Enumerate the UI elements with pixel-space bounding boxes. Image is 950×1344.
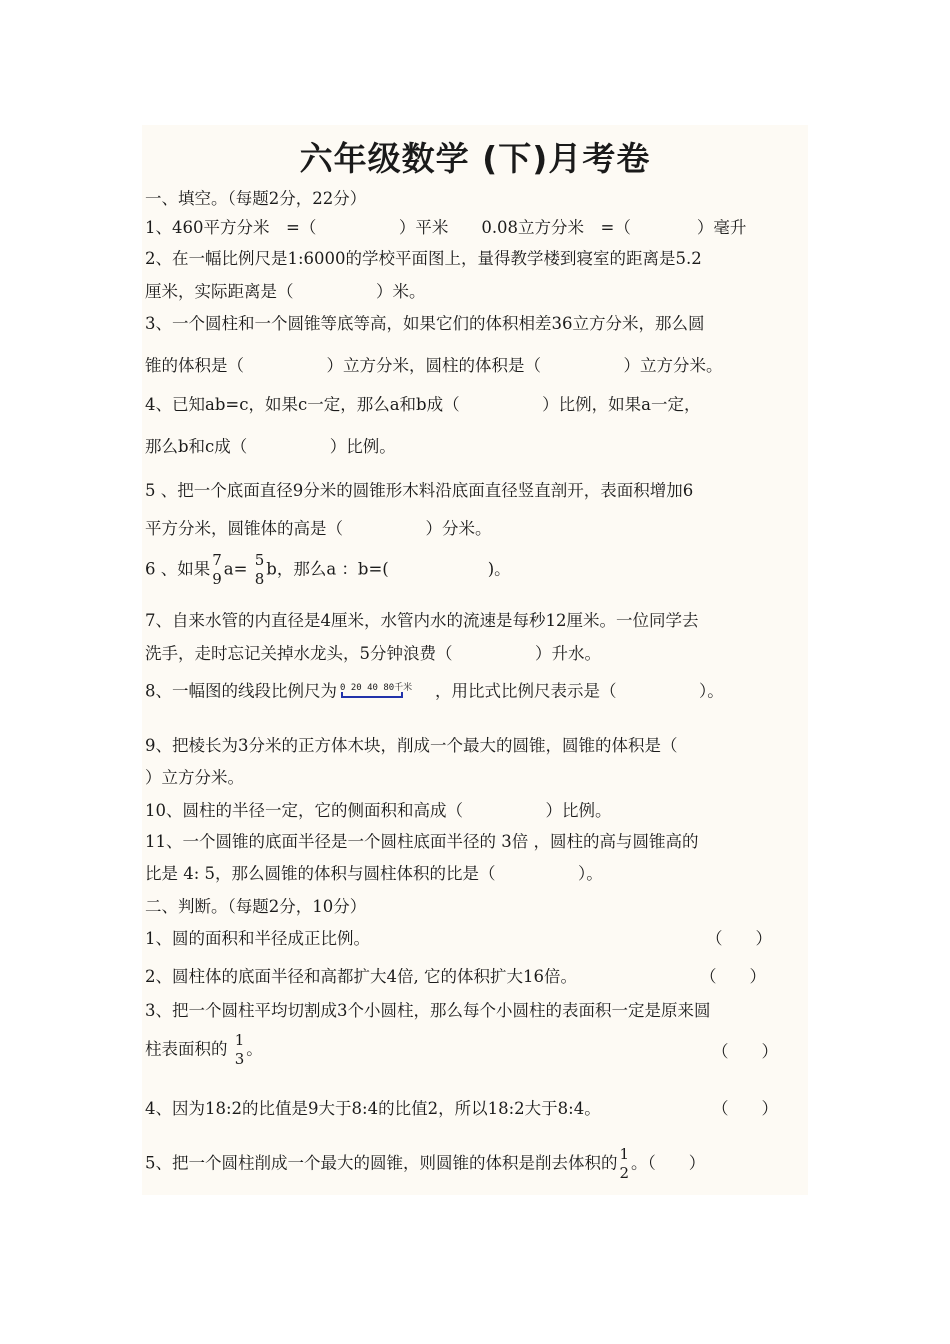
question-1: 1、460平方分米 =（ ）平米 0.08立方分米 =（ ）毫升 <box>145 218 747 237</box>
judge-3-line-1: 3、把一个圆柱平均切割成3个小圆柱，那么每个小圆柱的表面积一定是原来圆 <box>145 1001 711 1020</box>
fraction-denominator: 3 <box>234 1050 245 1068</box>
question-5-line-2: 平方分米，圆锥体的高是（ ）分米。 <box>145 519 492 538</box>
fraction-numerator: 1 <box>234 1031 245 1049</box>
j3-suffix: 。 <box>246 1039 263 1059</box>
section-1-header: 一、填空。（每题2分，22分） <box>145 189 367 208</box>
question-5-line-1: 5 、把一个底面直径9分米的圆锥形木料沿底面直径竖直剖开，表面积增加6 <box>145 481 694 500</box>
judge-1: 1、圆的面积和半径成正比例。 <box>145 929 370 948</box>
q8-prefix: 8、一幅图的线段比例尺为 <box>145 681 337 701</box>
scale-bar <box>341 692 403 698</box>
fraction-1-2 <box>620 1145 630 1183</box>
judge-1-answer-paren: （ ） <box>706 929 772 948</box>
question-4-line-1: 4、已知ab=c，如果c一定，那么a和b成（ ）比例，如果a一定， <box>145 395 701 414</box>
question-8 <box>145 680 724 704</box>
judge-5 <box>145 1145 705 1183</box>
q8-suffix: ，用比式比例尺表示是（ ）。 <box>435 681 724 701</box>
fraction-7-9 <box>212 551 222 589</box>
judge-4: 4、因为18:2的比值是9大于8:4的比值2，所以18:2大于8:4。 <box>145 1099 601 1118</box>
q6-prefix: 6 、如果 <box>145 559 211 579</box>
question-11-line-1: 11、一个圆锥的底面半径是一个圆柱底面半径的 3倍 ，圆柱的高与圆锥高的 <box>145 832 699 851</box>
question-11-line-2: 比是 4: 5，那么圆锥的体积与圆柱体积的比是（ ）。 <box>145 864 603 883</box>
question-4-line-2: 那么b和c成（ ）比例。 <box>145 437 396 456</box>
section-2-header: 二、判断。（每题2分，10分） <box>145 897 367 916</box>
question-2-line-2: 厘米，实际距离是（ ）米。 <box>145 282 426 301</box>
question-6 <box>145 551 511 589</box>
j3-prefix: 柱表面积的 <box>145 1039 228 1059</box>
j5-prefix: 5、把一个圆柱削成一个最大的圆锥，则圆锥的体积是削去体积的 <box>145 1153 618 1173</box>
fraction-1-3 <box>235 1031 245 1069</box>
q6-middle: a= <box>223 559 253 579</box>
question-9-line-1: 9、把棱长为3分米的正方体木块，削成一个最大的圆锥，圆锥的体积是（ <box>145 736 678 755</box>
fraction-numerator: 7 <box>212 551 222 569</box>
fraction-numerator: 5 <box>254 551 265 569</box>
j5-suffix: 。（ ） <box>631 1153 706 1173</box>
question-7-line-2: 洗手，走时忘记关掉水龙头，5分钟浪费（ ）升水。 <box>145 644 601 663</box>
judge-2-answer-paren: （ ） <box>700 967 766 986</box>
q6-suffix: b，那么a ：b=( )。 <box>266 559 511 579</box>
question-7-line-1: 7、自来水管的内直径是4厘米，水管内水的流速是每秒12厘米。一位同学去 <box>145 611 699 630</box>
judge-4-answer-paren: （ ） <box>712 1099 778 1118</box>
fraction-denominator: 9 <box>212 570 222 588</box>
judge-3-line-2 <box>145 1031 263 1069</box>
fraction-5-8 <box>255 551 265 589</box>
question-10: 10、圆柱的半径一定，它的侧面积和高成（ ）比例。 <box>145 801 612 820</box>
fraction-numerator: 1 <box>619 1145 630 1163</box>
line-scale-figure <box>337 680 435 704</box>
fraction-denominator: 8 <box>254 570 265 588</box>
judge-2: 2、圆柱体的底面半径和高都扩大4倍, 它的体积扩大16倍。 <box>145 967 577 986</box>
question-9-line-2: ）立方分米。 <box>145 768 244 787</box>
page-title: 六年级数学 (下)月考卷 <box>299 139 651 178</box>
judge-3-answer-paren: （ ） <box>712 1042 778 1061</box>
fraction-denominator: 2 <box>619 1164 630 1182</box>
question-2-line-1: 2、在一幅比例尺是1:6000的学校平面图上，量得教学楼到寝室的距离是5.2 <box>145 249 702 268</box>
scale-labels: 0 20 40 80千米 <box>340 683 413 693</box>
question-3-line-2: 锥的体积是（ ）立方分米，圆柱的体积是（ ）立方分米。 <box>145 356 723 375</box>
question-3-line-1: 3、一个圆柱和一个圆锥等底等高，如果它们的体积相差36立方分米，那么圆 <box>145 314 705 333</box>
